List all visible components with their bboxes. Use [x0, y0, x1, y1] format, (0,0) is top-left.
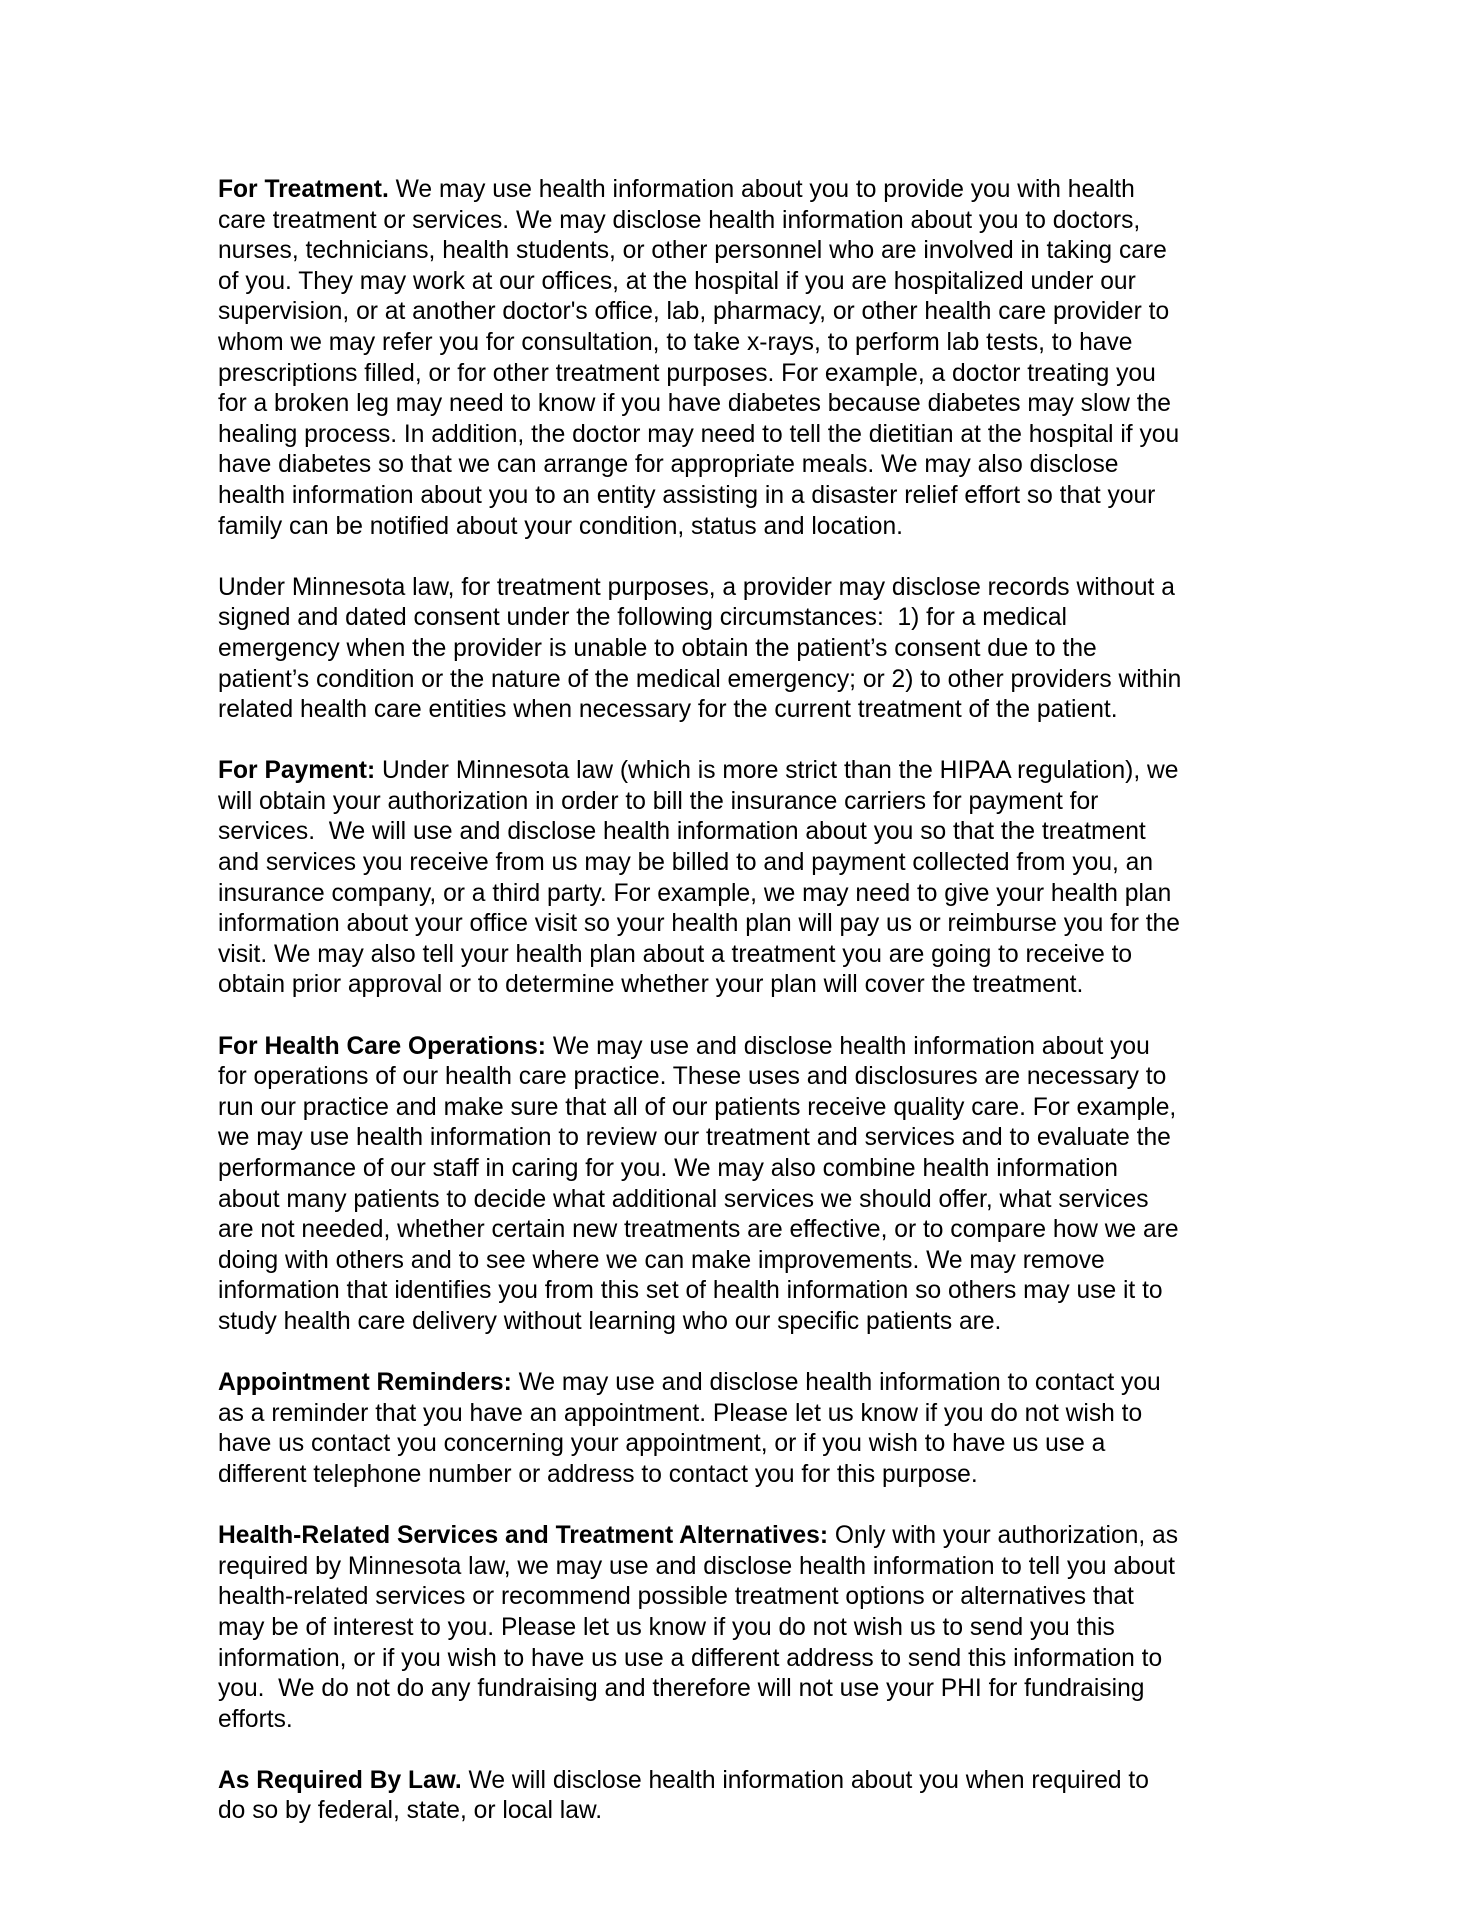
paragraph-line: may be of interest to you. Please let us know if you do not wish us to send you this: [218, 1613, 1115, 1641]
paragraph-line: required by Minnesota law, we may use and disclose health information to tell you about: [218, 1552, 1175, 1580]
section-heading: Appointment Reminders:: [218, 1369, 512, 1397]
paragraph-line: Health-Related Services and Treatment Alternatives: Only with your authorization, as: [218, 1522, 1179, 1550]
paragraph-line: health information about you to an entity assisting in a disaster relief effort so that your: [218, 481, 1156, 509]
paragraph-line: signed and dated consent under the following circumstances: 1) for a medical: [218, 604, 1067, 632]
paragraph-line: insurance company, or a third party. For example, we may need to give your health plan: [218, 879, 1172, 907]
document-page: [218, 175, 1278, 1858]
section-heading: For Treatment.: [218, 176, 389, 203]
paragraph-line: emergency when the provider is unable to obtain the patient’s consent due to the: [218, 634, 1097, 662]
paragraph-line: Under Minnesota law, for treatment purposes, a provider may disclose records without a: [218, 573, 1175, 601]
paragraph-line: health-related services or recommend possible treatment options or alternatives that: [218, 1583, 1134, 1611]
paragraph-line: For Treatment. We may use health information about you to provide you with health: [218, 176, 1135, 203]
paragraph-line: as a reminder that you have an appointment. Please let us know if you do not wish to: [218, 1399, 1143, 1427]
paragraph-line: about many patients to decide what additional services we should offer, what services: [218, 1185, 1149, 1213]
paragraph-line: for operations of our health care practice. These uses and disclosures are necessary to: [218, 1063, 1167, 1091]
paragraph-line: As Required By Law. We will disclose health information about you when required to: [218, 1766, 1149, 1794]
paragraph-for-payment: [218, 756, 1278, 1001]
paragraph-line: study health care delivery without learning who our specific patients are.: [218, 1307, 1002, 1335]
paragraph-line: obtain prior approval or to determine whether your plan will cover the treatment.: [218, 971, 1084, 999]
paragraph-line: for a broken leg may need to know if you have diabetes because diabetes may slow the: [218, 390, 1171, 418]
paragraph-line: healing process. In addition, the doctor may need to tell the dietitian at the hospital if you: [218, 420, 1180, 448]
paragraph-line: of you. They may work at our offices, at the hospital if you are hospitalized under our: [218, 267, 1136, 295]
paragraph-for-treatment: [218, 175, 1278, 542]
paragraph-appointment-reminders: [218, 1368, 1278, 1490]
section-heading: As Required By Law.: [218, 1766, 462, 1794]
section-heading: For Payment:: [218, 757, 376, 785]
paragraph-line: For Payment: Under Minnesota law (which is more strict than the HIPAA regulation), we: [218, 757, 1179, 785]
paragraph-line: information that identifies you from this set of health information so others may use it to: [218, 1277, 1163, 1305]
paragraph-line: we may use health information to review our treatment and services and to evaluate the: [218, 1124, 1171, 1152]
paragraph-health-related-services: [218, 1521, 1278, 1735]
paragraph-line: performance of our staff in caring for you. We may also combine health information: [218, 1155, 1118, 1182]
paragraph-line: care treatment or services. We may disclose health information about you to doctors,: [218, 206, 1141, 234]
paragraph-line: doing with others and to see where we can make improvements. We may remove: [218, 1246, 1105, 1274]
paragraph-minnesota-treatment: [218, 573, 1278, 726]
paragraph-line: For Health Care Operations: We may use and disclose health information about you: [218, 1032, 1150, 1060]
paragraph-line: related health care entities when necessary for the current treatment of the patient.: [218, 696, 1118, 724]
paragraph-line: have us contact you concerning your appointment, or if you wish to have us use a: [218, 1430, 1106, 1458]
section-heading: Health-Related Services and Treatment Alternatives:: [218, 1522, 829, 1550]
paragraph-line: patient’s condition or the nature of the medical emergency; or 2) to other providers within: [218, 665, 1182, 693]
paragraph-line: whom we may refer you for consultation, to take x-rays, to perform lab tests, to have: [218, 328, 1133, 356]
paragraph-line: are not needed, whether certain new treatments are effective, or to compare how we are: [218, 1216, 1179, 1244]
paragraph-line: you. We do not do any fundraising and therefore will not use your PHI for fundraising: [218, 1675, 1145, 1703]
paragraph-required-by-law: [218, 1766, 1278, 1827]
paragraph-line: have diabetes so that we can arrange for appropriate meals. We may also disclose: [218, 451, 1119, 479]
paragraph-line: supervision, or at another doctor's office, lab, pharmacy, or other health care provider to: [218, 298, 1170, 326]
paragraph-line: and services you receive from us may be billed to and payment collected from you, an: [218, 849, 1154, 877]
paragraph-line: efforts.: [218, 1705, 293, 1733]
paragraph-line: information, or if you wish to have us use a different address to send this information to: [218, 1644, 1163, 1672]
paragraph-line: nurses, technicians, health students, or other personnel who are involved in taking care: [218, 237, 1167, 265]
paragraph-line: visit. We may also tell your health plan about a treatment you are going to receive to: [218, 940, 1133, 968]
paragraph-line: information about your office visit so your health plan will pay us or reimburse you for the: [218, 910, 1180, 938]
paragraph-line: different telephone number or address to contact you for this purpose.: [218, 1460, 978, 1488]
paragraph-line: Appointment Reminders: We may use and disclose health information to contact you: [218, 1369, 1161, 1397]
paragraph-health-care-operations: [218, 1032, 1278, 1338]
paragraph-line: run our practice and make sure that all of our patients receive quality care. For example,: [218, 1093, 1177, 1121]
paragraph-line: do so by federal, state, or local law.: [218, 1797, 603, 1825]
paragraph-line: will obtain your authorization in order to bill the insurance carriers for payment for: [218, 787, 1099, 815]
paragraph-line: family can be notified about your condition, status and location.: [218, 512, 903, 540]
section-heading: For Health Care Operations:: [218, 1032, 546, 1060]
paragraph-line: services. We will use and disclose health information about you so that the treatment: [218, 818, 1146, 846]
paragraph-line: prescriptions filled, or for other treatment purposes. For example, a doctor treating you: [218, 359, 1156, 387]
